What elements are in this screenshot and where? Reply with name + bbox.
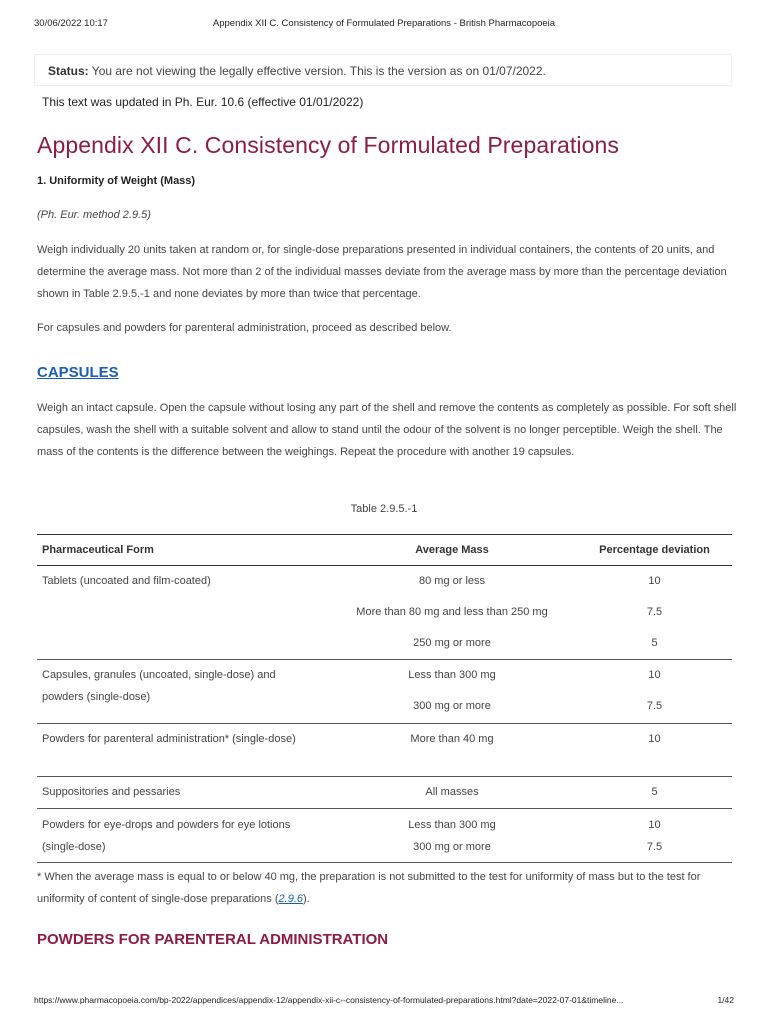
procedure-paragraph: For capsules and powders for parenteral administration, proceed as described below. [37, 322, 452, 334]
mass-cell: More than 40 mg [410, 733, 494, 745]
table-row [37, 566, 732, 660]
header-average-mass: Average Mass [415, 544, 489, 556]
header-pharmaceutical-form: Pharmaceutical Form [42, 544, 154, 556]
table-row [37, 724, 732, 777]
form-cell: Powders for eye-drops and powders for eye lotions (single-dose) [42, 819, 291, 853]
capsules-heading-link[interactable]: CAPSULES [37, 364, 119, 381]
footnote-link-2-9-6[interactable]: 2.9.6 [278, 893, 303, 905]
method-reference: (Ph. Eur. method 2.9.5) [37, 209, 151, 221]
table-footnote [37, 866, 732, 910]
footnote-text: * When the average mass is equal to or below 40 mg, the preparation is not submitted to the test for uniformity of mass but to the test for uniformity of content of single-dose preparations ( [37, 871, 701, 905]
powders-parenteral-heading: POWDERS FOR PARENTERAL ADMINISTRATION [37, 931, 389, 948]
header-percentage-deviation: Percentage deviation [599, 544, 710, 556]
mass-cell: Less than 300 mg [408, 669, 496, 681]
table-row [37, 777, 732, 809]
print-datetime: 30/06/2022 10:17 [34, 18, 108, 29]
updated-notice: This text was updated in Ph. Eur. 10.6 (effective 01/01/2022) [42, 95, 364, 109]
print-url: https://www.pharmacopoeia.com/bp-2022/appendices/appendix-12/appendix-xii-c--consistency-of-formulated-preparations.html?date=2022-07-01&timeline... [34, 995, 624, 1005]
capsules-paragraph: Weigh an intact capsule. Open the capsule without losing any part of the shell and remove the contents as completely as possible. For soft shell capsules, wash the shell with a suitable solvent and allow to stand until the odour of the solvent is no longer perceptible. Weigh the shell. The mass of the contents is the difference between the weighings. Repeat the procedure with another 19 capsules. [37, 402, 737, 458]
status-text: You are not viewing the legally effective version. This is the version as on 01/07/2022. [91, 64, 546, 78]
status-banner [34, 54, 732, 86]
uniformity-table [37, 534, 732, 863]
table-caption: Table 2.9.5.-1 [350, 503, 418, 515]
deviation-cell: 7.5 [646, 700, 663, 712]
mass-cell: 250 mg or more [413, 637, 491, 649]
form-cell: Capsules, granules (uncoated, single-dose) and powders (single-dose) [42, 669, 276, 703]
weight-paragraph: Weigh individually 20 units taken at random or, for single-dose preparations presented in individual containers, the contents of 20 units, and determine the average mass. Not more than 2 of the individual masses deviate from the average mass by more than the percentage deviation shown in Table 2.9.5.-1 and none deviates by more than twice that percentage. [37, 244, 727, 300]
deviation-cell: 10 [648, 575, 661, 587]
footnote-text-end: ). [303, 893, 310, 905]
deviation-cell: 10 [648, 669, 661, 681]
deviation-cell: 10 [648, 819, 661, 831]
print-page-title: Appendix XII C. Consistency of Formulated Preparations - British Pharmacopoeia [212, 18, 556, 29]
table-row [37, 660, 732, 724]
section-heading: 1. Uniformity of Weight (Mass) [37, 175, 196, 187]
print-header [34, 18, 734, 30]
deviation-cell: 5 [651, 637, 658, 649]
mass-cell: Less than 300 mg [408, 819, 496, 831]
mass-cell: 300 mg or more [413, 700, 491, 712]
deviation-cell: 5 [651, 786, 658, 798]
form-cell: Suppositories and pessaries [42, 786, 181, 798]
deviation-cell: 7.5 [646, 841, 663, 853]
mass-cell: 80 mg or less [418, 575, 486, 587]
mass-cell: All masses [425, 786, 479, 798]
page-number: 1/42 [717, 995, 734, 1005]
page-title: Appendix XII C. Consistency of Formulated Preparations [37, 132, 619, 158]
table-row [37, 809, 732, 863]
mass-cell: More than 80 mg and less than 250 mg [356, 606, 548, 618]
deviation-cell: 7.5 [646, 606, 663, 618]
form-cell: Powders for parenteral administration* (single-dose) [42, 733, 296, 745]
status-label: Status: [48, 64, 89, 78]
deviation-cell: 10 [648, 733, 661, 745]
form-cell: Tablets (uncoated and film-coated) [42, 575, 211, 587]
mass-cell: 300 mg or more [413, 841, 491, 853]
table-header [37, 534, 732, 566]
